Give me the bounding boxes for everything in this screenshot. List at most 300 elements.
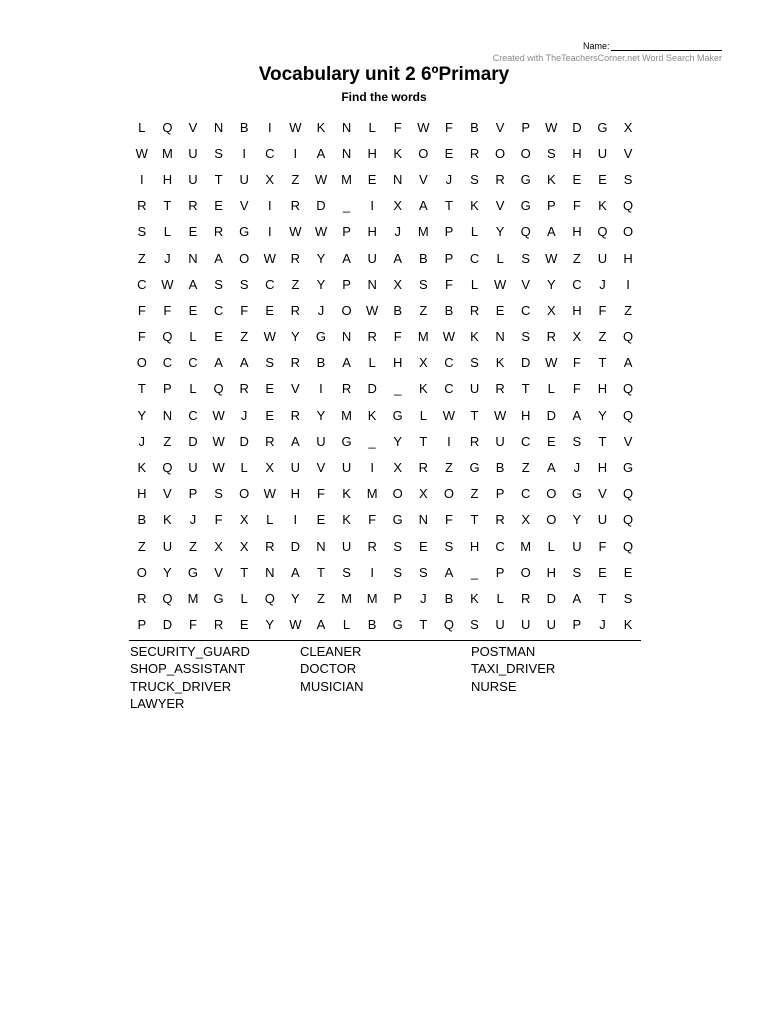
grid-letter: W <box>545 250 558 266</box>
grid-letter: R <box>290 355 301 371</box>
grid-letter: C <box>469 250 480 266</box>
name-blank-line <box>611 41 722 51</box>
grid-letter: U <box>162 538 173 554</box>
grid-letter: R <box>341 381 352 397</box>
grid-letter: V <box>188 119 198 135</box>
grid-row <box>129 402 641 428</box>
grid-letter: S <box>521 250 531 266</box>
grid-letter: K <box>470 329 479 345</box>
grid-letter: S <box>342 564 351 580</box>
grid-letter: S <box>418 276 428 292</box>
grid-letter: Z <box>521 460 530 476</box>
grid-letter: R <box>546 329 556 345</box>
grid-letter: L <box>547 538 555 554</box>
grid-letter: Q <box>623 512 634 528</box>
grid-letter: V <box>239 198 249 214</box>
grid-letter: F <box>444 512 453 528</box>
grid-row <box>129 114 641 140</box>
grid-letter: G <box>187 564 199 580</box>
grid-letter: I <box>370 460 374 476</box>
grid-letter: J <box>317 302 325 318</box>
grid-letter: W <box>161 276 174 292</box>
grid-row <box>129 507 641 533</box>
grid-letter: B <box>137 512 147 528</box>
grid-letter: Y <box>291 590 300 606</box>
grid-letter: I <box>267 198 272 214</box>
grid-letter: G <box>469 460 480 476</box>
grid-letter: M <box>341 171 352 187</box>
grid-letter: J <box>394 224 401 240</box>
grid-letter: N <box>162 407 173 423</box>
grid-letter: S <box>546 145 556 161</box>
grid-letter: K <box>598 198 607 214</box>
grid-letter: O <box>495 145 506 161</box>
grid-letter: K <box>470 198 479 214</box>
grid-letter: X <box>393 460 403 476</box>
grid-letter: S <box>623 171 633 187</box>
grid-letter: T <box>598 433 607 449</box>
word-list-item: SECURITY_GUARD <box>130 644 250 659</box>
page-subtitle: Find the words <box>341 90 427 104</box>
grid-letter: W <box>212 407 225 423</box>
grid-letter: R <box>290 198 301 214</box>
grid-letter: C <box>572 276 582 292</box>
grid-letter: U <box>495 617 505 633</box>
grid-letter: T <box>419 617 428 633</box>
grid-letter: D <box>546 407 556 423</box>
grid-letter: U <box>546 617 556 633</box>
grid-letter: Q <box>623 329 634 345</box>
grid-letter: L <box>368 355 376 371</box>
grid-letter: U <box>316 433 326 449</box>
grid-letter: Z <box>189 538 197 554</box>
grid-letter: N <box>265 564 275 580</box>
grid-letter: W <box>493 407 507 423</box>
grid-letter: E <box>444 145 454 161</box>
grid-letter: G <box>520 198 531 214</box>
grid-letter: L <box>547 381 555 397</box>
grid-letter: J <box>164 250 171 266</box>
grid-letter: H <box>137 486 147 502</box>
grid-letter: T <box>240 564 249 580</box>
word-list-item: TRUCK_DRIVER <box>130 678 232 694</box>
grid-letter: E <box>367 171 377 187</box>
grid-letter: H <box>393 355 403 371</box>
grid-letter: X <box>418 486 428 502</box>
grid-letter: A <box>188 276 198 292</box>
grid-letter: U <box>239 171 249 187</box>
word-list <box>130 643 642 712</box>
grid-letter: T <box>470 512 479 528</box>
grid-letter: Q <box>623 407 634 423</box>
grid-letter: A <box>444 564 454 580</box>
grid-letter: X <box>546 302 556 318</box>
grid-letter: K <box>316 119 326 135</box>
word-list-item: SHOP_ASSISTANT <box>130 661 246 677</box>
grid-letter: W <box>545 119 558 135</box>
grid-letter: N <box>341 145 352 161</box>
grid-letter: L <box>163 224 171 240</box>
grid-letter: I <box>293 512 298 528</box>
grid-letter: H <box>367 224 377 240</box>
grid-row <box>129 297 641 323</box>
grid-letter: E <box>598 564 607 580</box>
grid-letter: A <box>546 460 556 476</box>
grid-letter: N <box>418 512 429 528</box>
grid-letter: C <box>188 407 198 423</box>
grid-letter: D <box>521 355 531 371</box>
grid-letter: T <box>214 171 223 187</box>
grid-letter: E <box>188 302 198 318</box>
grid-letter: A <box>316 617 326 633</box>
grid-letter: D <box>290 538 301 554</box>
grid-letter: P <box>188 486 198 502</box>
grid-letter: R <box>495 171 505 187</box>
grid-letter: V <box>623 433 633 449</box>
word-list-item: TAXI_DRIVER <box>471 661 556 677</box>
grid-letter: Z <box>470 486 479 502</box>
grid-letter: E <box>495 302 505 318</box>
grid-letter: R <box>188 198 198 214</box>
grid-letter: Q <box>520 224 531 240</box>
grid-letter: P <box>546 198 556 214</box>
grid-letter: R <box>213 224 224 240</box>
grid-letter: E <box>623 564 633 580</box>
grid-row <box>129 324 641 350</box>
grid-letter: I <box>139 171 144 187</box>
grid-letter: R <box>495 512 505 528</box>
grid-letter: Z <box>598 329 607 345</box>
grid-letter: U <box>188 145 198 161</box>
grid-letter: F <box>137 302 146 318</box>
grid-letter: A <box>572 407 582 423</box>
grid-letter: Q <box>213 381 224 397</box>
grid-letter: W <box>442 329 456 345</box>
grid-letter: Z <box>444 460 453 476</box>
grid-letter: H <box>521 407 531 423</box>
grid-letter: P <box>137 617 147 633</box>
grid-letter: Z <box>291 171 300 187</box>
grid-letter: O <box>239 250 250 266</box>
grid-letter: E <box>418 538 428 554</box>
grid-letter: U <box>367 250 377 266</box>
grid-letter: O <box>546 512 557 528</box>
grid-letter: O <box>136 355 147 371</box>
grid-letter: C <box>521 486 531 502</box>
grid-letter: Z <box>240 329 249 345</box>
grid-letter: U <box>597 250 608 266</box>
grid-letter: B <box>470 119 479 135</box>
grid-letter: W <box>212 460 225 476</box>
grid-letter: Y <box>316 250 326 266</box>
grid-letter: X <box>265 171 275 187</box>
grid-letter: R <box>290 250 301 266</box>
grid-letter: Q <box>623 486 634 502</box>
grid-letter: W <box>314 224 328 240</box>
grid-letter: K <box>470 590 479 606</box>
grid-letter: A <box>291 564 300 580</box>
grid-letter: T <box>419 433 428 449</box>
grid-letter: Q <box>264 590 275 606</box>
grid-letter: K <box>546 171 556 187</box>
grid-letter: L <box>496 250 504 266</box>
grid-letter: _ <box>470 564 479 580</box>
grid-letter: P <box>444 224 454 240</box>
grid-letter: E <box>265 302 275 318</box>
grid-letter: A <box>393 250 403 266</box>
grid-letter: S <box>265 355 275 371</box>
grid-divider <box>129 640 641 641</box>
grid-letter: V <box>418 171 428 187</box>
grid-letter: Z <box>572 250 581 266</box>
grid-letter: F <box>598 302 607 318</box>
grid-letter: G <box>597 119 608 135</box>
grid-letter: H <box>572 145 582 161</box>
grid-letter: F <box>393 329 402 345</box>
grid-letter: W <box>545 355 558 371</box>
grid-letter: Z <box>316 590 325 606</box>
grid-letter: A <box>342 250 351 266</box>
grid-letter: R <box>469 433 480 449</box>
grid-letter: H <box>597 460 608 476</box>
grid-letter: Q <box>162 329 173 345</box>
grid-letter: R <box>469 302 480 318</box>
grid-letter: V <box>521 276 531 292</box>
grid-letter: Z <box>419 302 428 318</box>
grid-letter: C <box>495 538 505 554</box>
grid-letter: F <box>572 198 581 214</box>
grid-letter: W <box>289 119 302 135</box>
grid-letter: P <box>393 590 403 606</box>
grid-letter: V <box>598 486 607 502</box>
grid-letter: Y <box>137 407 147 423</box>
grid-letter: T <box>598 590 607 606</box>
grid-letter: S <box>214 276 223 292</box>
grid-letter: S <box>572 433 582 449</box>
credit-text: Created with TheTeachersCorner.net Word Search Maker <box>492 53 722 63</box>
grid-letter: O <box>341 302 352 318</box>
grid-letter: _ <box>394 381 402 397</box>
grid-letter: P <box>444 250 454 266</box>
grid-letter: W <box>417 119 430 135</box>
grid-letter: J <box>445 171 453 187</box>
grid-letter: K <box>342 512 351 528</box>
grid-letter: M <box>417 329 429 345</box>
grid-letter: S <box>470 617 479 633</box>
grid-row <box>129 140 641 166</box>
grid-letter: W <box>493 276 507 292</box>
grid-letter: D <box>546 590 556 606</box>
grid-letter: F <box>393 119 402 135</box>
grid-letter: H <box>546 564 556 580</box>
grid-letter: B <box>393 302 403 318</box>
word-search-grid <box>129 114 641 638</box>
grid-letter: G <box>392 617 403 633</box>
grid-letter: M <box>161 145 173 161</box>
grid-row <box>129 559 641 585</box>
grid-letter: K <box>342 486 351 502</box>
grid-letter: Q <box>623 538 634 554</box>
grid-letter: O <box>239 486 250 502</box>
grid-letter: F <box>444 276 453 292</box>
grid-letter: U <box>597 145 608 161</box>
grid-row <box>129 245 641 271</box>
grid-letter: R <box>137 590 147 606</box>
grid-letter: O <box>392 486 403 502</box>
grid-letter: G <box>341 433 352 449</box>
grid-letter: _ <box>368 433 376 449</box>
grid-letter: J <box>138 433 146 449</box>
grid-row <box>129 612 641 638</box>
grid-letter: P <box>495 564 505 580</box>
grid-letter: O <box>520 145 531 161</box>
grid-letter: Y <box>163 564 172 580</box>
grid-letter: W <box>212 433 225 449</box>
grid-letter: M <box>417 224 429 240</box>
grid-letter: S <box>623 590 633 606</box>
grid-letter: M <box>366 486 378 502</box>
grid-letter: R <box>265 538 275 554</box>
grid-letter: N <box>316 538 326 554</box>
grid-letter: G <box>520 171 531 187</box>
grid-letter: Z <box>163 433 172 449</box>
grid-letter: W <box>135 145 148 161</box>
grid-letter: L <box>138 119 146 135</box>
grid-letter: I <box>242 145 246 161</box>
grid-letter: D <box>367 381 377 397</box>
grid-letter: E <box>598 171 607 187</box>
grid-letter: H <box>572 224 582 240</box>
grid-letter: U <box>341 538 352 554</box>
grid-letter: I <box>370 564 374 580</box>
grid-letter: H <box>597 381 608 397</box>
grid-letter: B <box>316 355 326 371</box>
grid-row <box>129 166 641 192</box>
grid-letter: Q <box>162 119 173 135</box>
grid-letter: C <box>521 302 531 318</box>
grid-letter: L <box>496 590 504 606</box>
grid-letter: R <box>265 433 275 449</box>
grid-letter: W <box>263 329 276 345</box>
grid-letter: W <box>442 407 456 423</box>
grid-letter: K <box>495 355 505 371</box>
grid-letter: L <box>342 617 351 633</box>
grid-letter: V <box>623 145 633 161</box>
grid-letter: K <box>623 617 633 633</box>
grid-letter: F <box>572 381 581 397</box>
grid-letter: W <box>366 302 379 318</box>
grid-letter: A <box>572 590 582 606</box>
grid-letter: O <box>443 486 454 502</box>
grid-letter: E <box>265 381 275 397</box>
grid-letter: S <box>444 538 454 554</box>
grid-letter: R <box>418 460 429 476</box>
grid-letter: E <box>214 198 223 214</box>
grid-letter: W <box>263 486 276 502</box>
grid-letter: K <box>393 145 403 161</box>
word-list-item: POSTMAN <box>471 644 536 659</box>
grid-letter: U <box>290 460 301 476</box>
grid-letter: D <box>188 433 198 449</box>
grid-letter: X <box>393 198 403 214</box>
grid-letter: O <box>623 224 634 240</box>
grid-letter: T <box>163 198 172 214</box>
grid-letter: M <box>341 590 352 606</box>
grid-row <box>129 219 641 245</box>
grid-letter: W <box>263 250 276 266</box>
grid-letter: J <box>599 617 606 633</box>
grid-letter: C <box>162 355 173 371</box>
grid-letter: X <box>393 276 403 292</box>
grid-row <box>129 481 641 507</box>
grid-letter: Z <box>137 538 146 554</box>
grid-letter: O <box>546 486 557 502</box>
grid-letter: K <box>163 512 172 528</box>
grid-letter: P <box>521 119 531 135</box>
grid-letter: Y <box>393 433 403 449</box>
grid-letter: B <box>444 302 454 318</box>
grid-letter: U <box>341 460 352 476</box>
grid-letter: D <box>316 198 326 214</box>
grid-letter: R <box>290 302 301 318</box>
grid-letter: Q <box>623 381 634 397</box>
grid-letter: A <box>239 355 249 371</box>
grid-letter: U <box>572 538 582 554</box>
grid-letter: H <box>469 538 480 554</box>
grid-row <box>129 585 641 611</box>
grid-letter: W <box>314 171 328 187</box>
grid-letter: V <box>495 119 505 135</box>
grid-letter: Y <box>546 276 556 292</box>
grid-letter: V <box>214 564 223 580</box>
grid-letter: A <box>418 198 428 214</box>
grid-letter: U <box>495 433 505 449</box>
grid-letter: R <box>521 590 531 606</box>
grid-letter: E <box>239 617 249 633</box>
grid-letter: N <box>341 329 352 345</box>
grid-letter: L <box>189 329 197 345</box>
grid-letter: G <box>213 590 224 606</box>
grid-letter: F <box>240 302 249 318</box>
grid-letter: K <box>137 460 147 476</box>
word-list-item: NURSE <box>471 678 517 694</box>
grid-letter: R <box>239 381 249 397</box>
grid-letter: F <box>163 302 172 318</box>
grid-letter: N <box>393 171 403 187</box>
grid-letter: I <box>370 198 374 214</box>
grid-letter: A <box>342 355 351 371</box>
grid-letter: T <box>470 407 479 423</box>
grid-letter: X <box>623 119 633 135</box>
grid-row <box>129 454 641 480</box>
grid-letter: B <box>367 617 377 633</box>
grid-letter: I <box>267 119 272 135</box>
grid-letter: L <box>368 119 376 135</box>
grid-letter: A <box>546 224 556 240</box>
grid-letter: A <box>214 355 223 371</box>
grid-letter: Y <box>316 407 326 423</box>
grid-letter: H <box>367 145 377 161</box>
grid-letter: O <box>520 564 531 580</box>
grid-letter: M <box>187 590 199 606</box>
grid-letter: B <box>418 250 428 266</box>
grid-letter: F <box>444 119 453 135</box>
grid-letter: F <box>214 512 223 528</box>
grid-letter: A <box>214 250 223 266</box>
grid-letter: S <box>214 486 223 502</box>
word-list-item: LAWYER <box>130 695 185 711</box>
grid-letter: F <box>572 355 581 371</box>
